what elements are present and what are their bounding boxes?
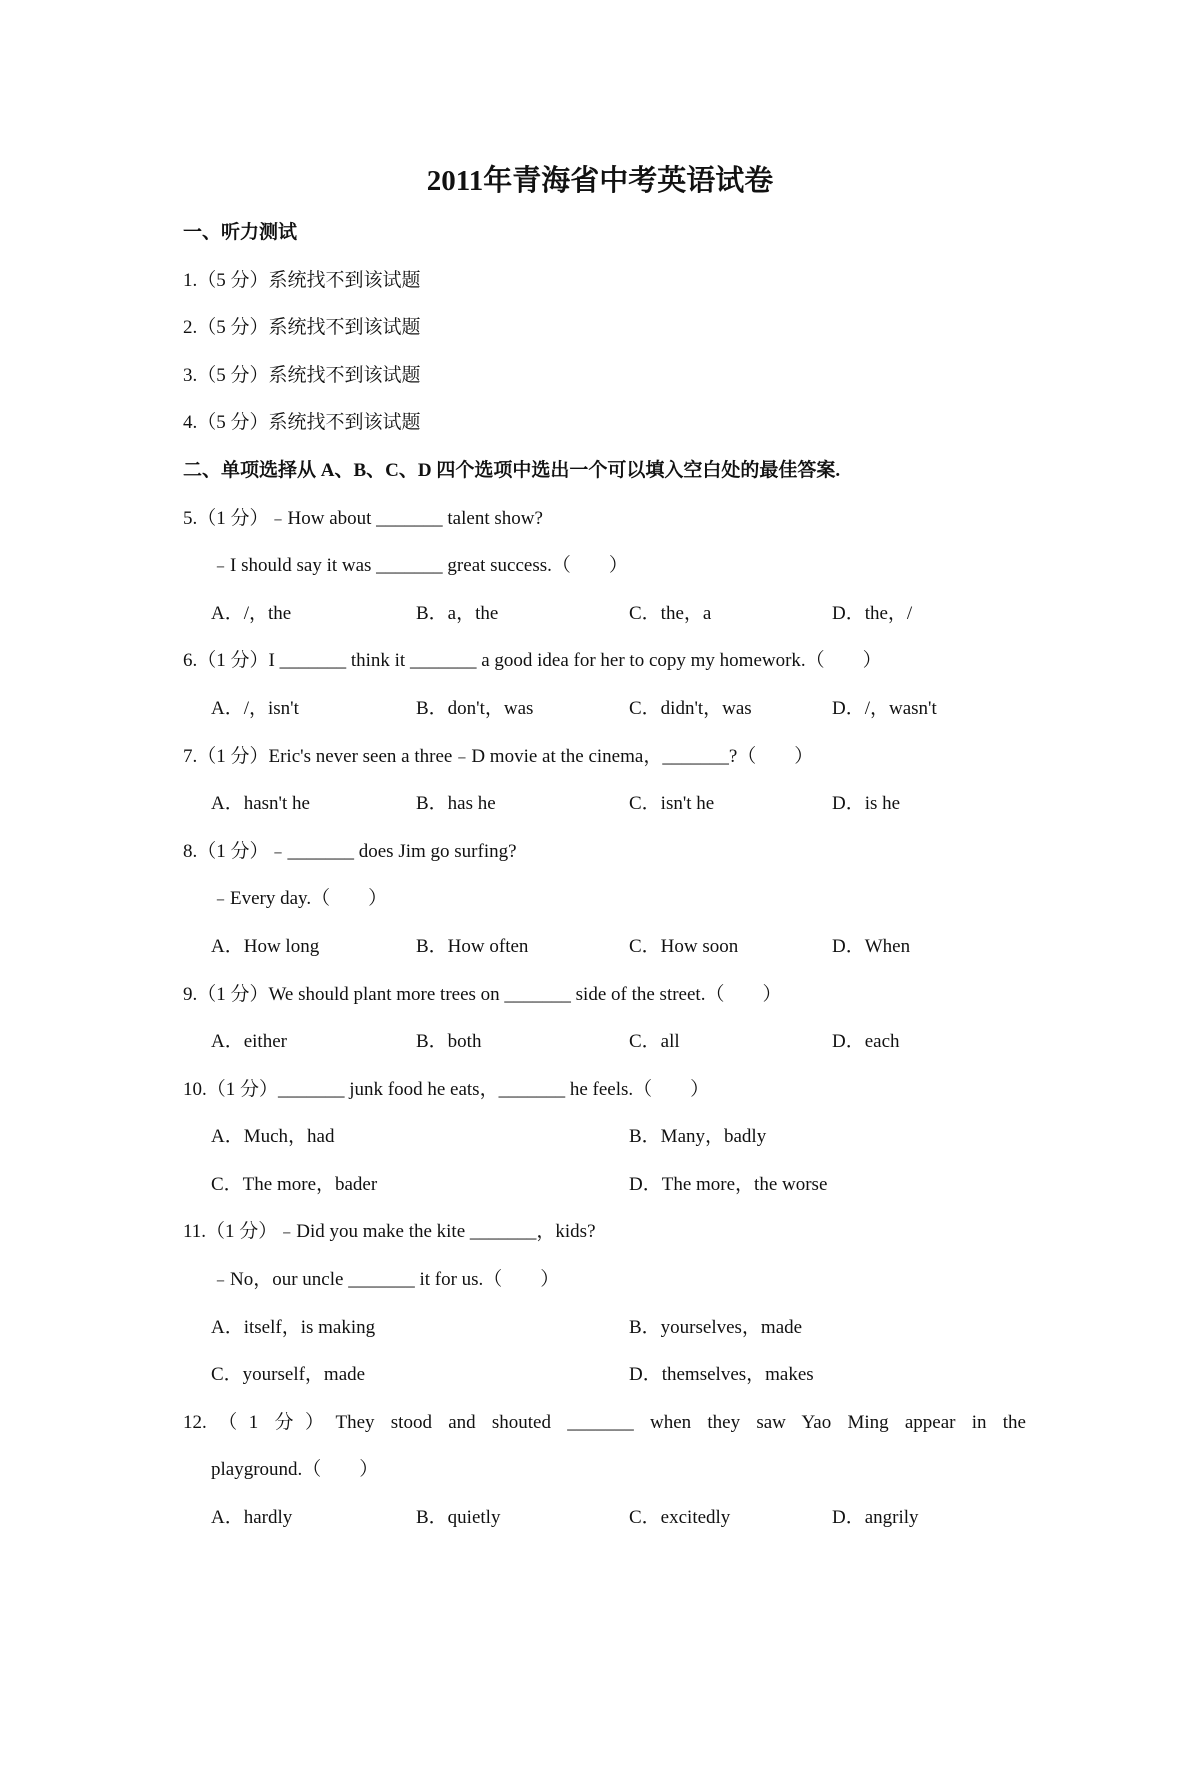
option-a: A．hardly <box>211 1507 293 1529</box>
question-11-options-row1 <box>183 1304 1026 1352</box>
option-d: D．each <box>832 1031 900 1053</box>
option-b: B．How often <box>416 935 529 957</box>
option-a: A．Much，had <box>211 1126 335 1148</box>
question-6: 6.（1 分）I _______ think it _______ a good idea for her to copy my homework.（ ） <box>183 650 882 672</box>
option-a: A．/，isn't <box>211 697 299 719</box>
question-5: 5.（1 分）﹣How about _______ talent show? <box>183 507 543 529</box>
question-10-options-row1 <box>183 1113 1026 1161</box>
option-b: B．quietly <box>416 1507 501 1529</box>
question-12-line2: playground.（ ） <box>211 1459 379 1481</box>
question-12: 12.（1 分）They stood and shouted _______ when they saw Yao Ming appear in the <box>183 1411 1026 1433</box>
question-11-options-row2 <box>183 1351 1026 1399</box>
question-4: 4.（5 分）系统找不到该试题 <box>183 412 421 434</box>
option-c: C．How soon <box>629 935 739 957</box>
option-d: D．/，wasn't <box>832 697 937 719</box>
option-b: B．has he <box>416 793 496 815</box>
question-12-options <box>183 1494 1026 1542</box>
question-10-options-row2 <box>183 1161 1026 1209</box>
option-b: B．don't，was <box>416 697 534 719</box>
option-b: B．both <box>416 1031 482 1053</box>
question-7: 7.（1 分）Eric's never seen a three﹣D movie at the cinema，_______?（ ） <box>183 745 814 767</box>
option-d: D．is he <box>832 793 901 815</box>
question-7-options <box>183 780 1026 828</box>
question-9-options <box>183 1018 1026 1066</box>
option-d: D．themselves，makes <box>629 1364 814 1386</box>
question-8-line2: ﹣Every day.（ ） <box>211 888 388 910</box>
option-c: C．excitedly <box>629 1507 731 1529</box>
question-2: 2.（5 分）系统找不到该试题 <box>183 317 421 339</box>
question-8-options <box>183 923 1026 971</box>
option-a: A．/，the <box>211 602 292 624</box>
question-9: 9.（1 分）We should plant more trees on _______ side of the street.（ ） <box>183 983 782 1005</box>
option-d: D．When <box>832 935 911 957</box>
question-11-line2: ﹣No，our uncle _______ it for us.（ ） <box>211 1269 560 1291</box>
question-1: 1.（5 分）系统找不到该试题 <box>183 269 421 291</box>
question-8: 8.（1 分）﹣_______ does Jim go surfing? <box>183 840 517 862</box>
option-a: A．either <box>211 1031 287 1053</box>
option-c: C．yourself，made <box>211 1364 366 1386</box>
option-a: A．hasn't he <box>211 793 310 815</box>
option-d: D．The more，the worse <box>629 1173 828 1195</box>
option-a: A．itself，is making <box>211 1316 376 1338</box>
question-5-options <box>183 590 1026 638</box>
question-11: 11.（1 分）﹣Did you make the kite _______，kids? <box>183 1221 596 1243</box>
option-d: D．the，/ <box>832 602 913 624</box>
option-c: C．didn't，was <box>629 697 752 719</box>
option-c: C．isn't he <box>629 793 715 815</box>
page-title: 2011年青海省中考英语试卷 <box>426 165 774 197</box>
option-b: B．a，the <box>416 602 499 624</box>
section-heading: 一、听力测试 <box>183 222 298 243</box>
exam-body <box>183 209 1026 1542</box>
question-10: 10.（1 分）_______ junk food he eats，_______ he feels.（ ） <box>183 1078 710 1100</box>
option-c: C．all <box>629 1031 680 1053</box>
option-c: C．The more，bader <box>211 1173 378 1195</box>
option-a: A．How long <box>211 935 320 957</box>
option-b: B．yourselves，made <box>629 1316 803 1338</box>
section-heading: 二、单项选择从 A、B、C、D 四个选项中选出一个可以填入空白处的最佳答案. <box>183 459 841 481</box>
question-6-options <box>183 685 1026 733</box>
option-c: C．the，a <box>629 602 712 624</box>
option-b: B．Many，badly <box>629 1126 767 1148</box>
question-5-line2: ﹣I should say it was _______ great success.（ ） <box>211 555 628 577</box>
question-3: 3.（5 分）系统找不到该试题 <box>183 364 421 386</box>
option-d: D．angrily <box>832 1507 919 1529</box>
